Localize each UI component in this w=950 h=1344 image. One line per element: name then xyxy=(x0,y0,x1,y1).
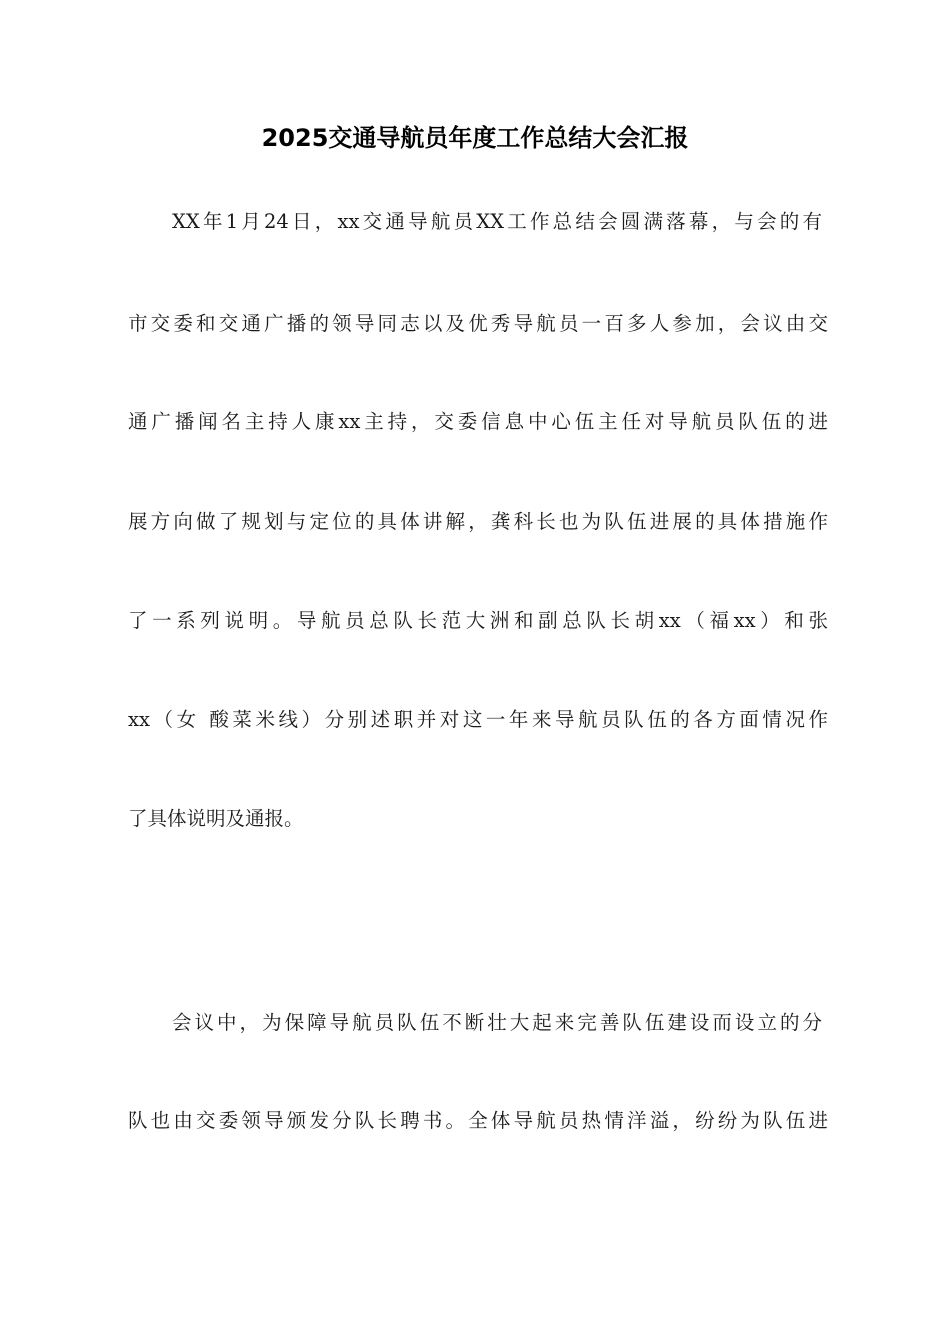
paragraph-1-line-3: 通广播闻名主持人康xx主持，交委信息中心伍主任对导航员队伍的进 xyxy=(128,410,828,433)
paragraph-1-line-5: 了一系列说明。导航员总队长范大洲和副总队长胡xx（福xx）和张 xyxy=(128,609,828,632)
paragraph-1-line-7: 了具体说明及通报。 xyxy=(128,807,304,830)
paragraph-1-line-1: XX年1月24日，xx交通导航员XX工作总结会圆满落幕，与会的有 xyxy=(172,210,822,233)
document-title: 2025交通导航员年度工作总结大会汇报 xyxy=(261,124,689,152)
paragraph-2-line-2: 队也由交委领导颁发分队长聘书。全体导航员热情洋溢，纷纷为队伍进 xyxy=(128,1109,828,1132)
paragraph-1-line-4: 展方向做了规划与定位的具体讲解，龚科长也为队伍进展的具体措施作 xyxy=(128,510,828,533)
paragraph-1-line-6: xx（女 酸菜米线）分别述职并对这一年来导航员队伍的各方面情况作 xyxy=(128,708,828,731)
paragraph-1-line-2: 市交委和交通广播的领导同志以及优秀导航员一百多人参加，会议由交 xyxy=(128,312,828,335)
paragraph-2-line-1: 会议中，为保障导航员队伍不断壮大起来完善队伍建设而设立的分 xyxy=(172,1011,822,1034)
